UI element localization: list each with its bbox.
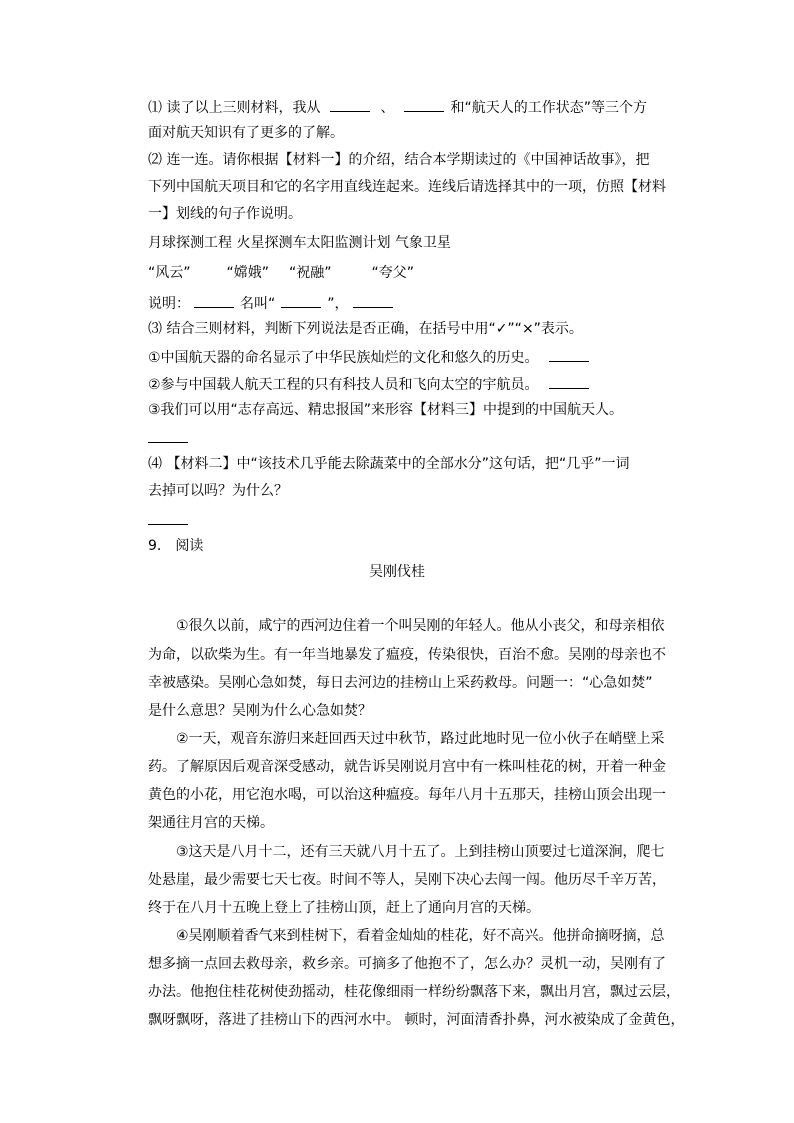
q8-p4-line1: ⑷ 【材料二】中“该技术几乎能去除蔬菜中的全部水分”这句话，把“几乎”一词 (148, 456, 630, 472)
q8-p1-line2: 面对航天知识有了更多的了解。 (148, 125, 344, 141)
answer-blank[interactable] (194, 292, 234, 308)
answer-blank[interactable] (549, 373, 589, 389)
answer-line (148, 427, 188, 447)
statement-text: ①中国航天器的命名显示了中华民族灿烂的文化和悠久的历史。 (148, 350, 539, 366)
paragraph-line: ①很久以前，咸宁的西河边住着一个叫吴刚的年轻人。他从小丧父，和母亲相依 (176, 618, 665, 634)
paragraph-line: 黄色的小花，用它泡水喝，可以治这种瘟疫。每年八月十五那天，挂榜山顶会出现一 (148, 787, 666, 803)
separator: 、 (380, 100, 395, 116)
paragraph-line: 想多摘一点回去救母亲，救乡亲。可摘多了他抱不了，怎么办？灵机一动，吴刚有了 (148, 956, 666, 972)
answer-blank[interactable] (148, 427, 188, 443)
statement-text: ②参与中国载人航天工程的只有科技人员和飞向太空的宇航员。 (148, 377, 539, 393)
paragraph-line: 是什么意思？吴刚为什么心急如焚？ (148, 703, 372, 719)
explain-text: 名叫“ (240, 296, 276, 312)
answer-blank[interactable] (353, 292, 393, 308)
paragraph-line: ④吴刚顺着香气来到桂树下，看着金灿灿的桂花，好不高兴。他拼命摘呀摘，总 (176, 928, 665, 944)
q9-heading: 9. 阅读 (148, 538, 204, 554)
answer-blank[interactable] (549, 346, 589, 362)
q8-p3-intro: ⑶ 结合三则材料，判断下列说法是否正确，在括号中用“✓”“×”表示。 (148, 321, 583, 337)
answer-blank[interactable] (330, 96, 370, 112)
project-item[interactable]: 太阳监测计划 (306, 235, 391, 251)
paragraph-line: 幸被感染。吴刚心急如焚，每日去河边的挂榜山上采药救母。问题一：“心急如焚” (148, 675, 653, 691)
q8-p2-line3: 一】划线的句子作说明。 (148, 206, 302, 222)
name-list (148, 263, 414, 283)
paragraph-line: 终于在八月十五晚上登上了挂榜山顶，赶上了通向月宫的天梯。 (148, 900, 540, 916)
paragraph-line: ③这天是八月十二，还有三天就八月十五了。上到挂榜山顶要过七道深涧，爬七 (176, 844, 665, 860)
explain-text: ”， (327, 296, 349, 312)
story-title: 吴刚伐桂 (369, 564, 425, 580)
project-item[interactable]: 火星探测车 (236, 235, 307, 251)
q8-p1-line1 (148, 96, 647, 116)
paragraph-line: 办法。他抱住桂花树使劲摇动，桂花像细雨一样纷纷飘落下来，飘出月宫，飘过云层， (148, 984, 680, 1000)
paragraph-line: 药。了解原因后观音深受感动，就告诉吴刚说月宫中有一株叫桂花的树，开着一种金 (148, 759, 666, 775)
paragraph-line: 飘呀飘呀，落进了挂榜山下的西河水中。 顿时，河面清香扑鼻，河水被染成了金黄色， (148, 1012, 685, 1028)
name-item[interactable]: “祝融” (289, 265, 332, 281)
paragraph-line: 处悬崖，最少需要七天七夜。时间不等人，吴刚下决心去闯一闯。他历尽千辛万苦， (148, 872, 666, 888)
explain-line (148, 292, 393, 312)
q8-p3-statement-3: ③我们可以用“志存高远、精忠报国”来形容【材料三】中提到的中国航天人。 (148, 402, 624, 418)
q8-p3-statement-1 (148, 346, 589, 366)
paragraph-line: ②一天，观音东游归来赶回西天过中秋节，路过此地时见一位小伙子在峭壁上采 (176, 731, 665, 747)
q8-p1-text-a: ⑴ 读了以上三则材料，我从 (148, 100, 321, 116)
answer-blank[interactable] (404, 96, 444, 112)
name-item[interactable]: “风云” (148, 265, 191, 281)
explain-label: 说明： (148, 296, 190, 312)
q8-p3-statement-2 (148, 373, 589, 393)
answer-blank[interactable] (281, 292, 321, 308)
answer-line (148, 509, 188, 529)
project-list (148, 233, 451, 253)
q8-p4-line2: 去掉可以吗？为什么？ (148, 483, 288, 499)
name-item[interactable]: “夸父” (371, 265, 415, 281)
project-item[interactable]: 月球探测工程 (148, 235, 232, 251)
answer-blank[interactable] (148, 509, 188, 525)
project-item[interactable]: 气象卫星 (394, 235, 451, 251)
paragraph-line: 为命，以砍柴为生。有一年当地暴发了瘟疫，传染很快，百治不愈。吴刚的母亲也不 (148, 647, 666, 663)
q8-p2-line1: ⑵ 连一连。请你根据【材料一】的介绍，结合本学期读过的《中国神话故事》，把 (148, 152, 650, 168)
name-item[interactable]: “嫦娥” (226, 265, 270, 281)
paragraph-line: 架通往月宫的天梯。 (148, 815, 274, 831)
q8-p2-line2: 下列中国航天项目和它的名字用直线连起来。连线后请选择其中的一项，仿照【材料 (148, 179, 666, 195)
q8-p1-text-b: 和“航天人的工作状态”等三个方 (450, 100, 647, 116)
